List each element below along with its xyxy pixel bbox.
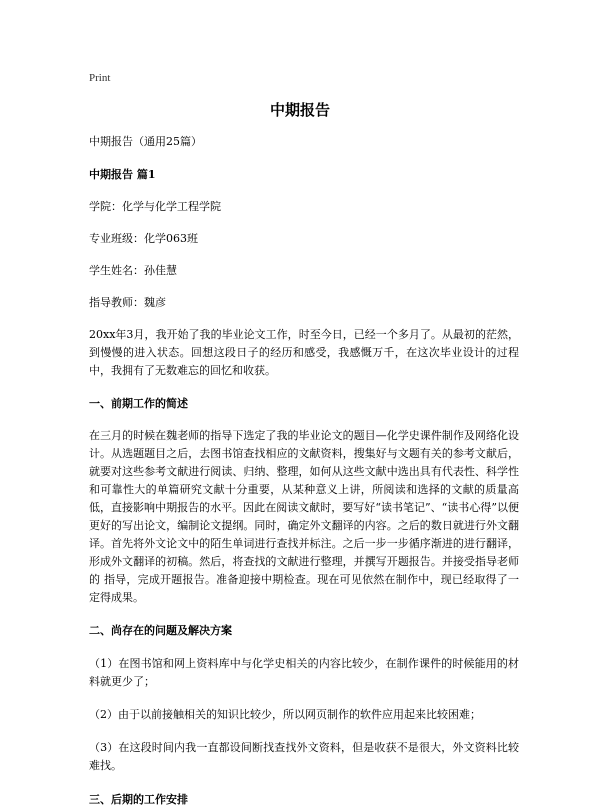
print-link[interactable]: Print [89, 72, 111, 84]
document-subtitle: 中期报告（通用25篇） [89, 135, 202, 148]
section-2-item: （2）由于以前接触相关的知识比较少，所以网页制作的软件应用起来比较困难； [89, 708, 481, 721]
intro-paragraph: 20xx年3月，我开始了我的毕业论文工作，时至今日，已经一个多月了。从最初的茫然，到慢慢的进入状态。回想这段日子的经历和感受，我感慨万千，在这次毕业设计的过程中，我拥有了无数难忘的回忆和收获。 [89, 328, 519, 377]
page-title: 中期报告 [269, 101, 330, 119]
section-1-body: 在三月的时候在魏老师的指导下选定了我的毕业论文的题目—化学史课件制作及网络化设计。从选题题目之后，去图书馆查找相应的文献资料，搜集好与文题有关的参考文献后，就要对这些参考文献进行阅读、归纳、整理，如何从这些文献中选出具有代表性、科学性和可靠性大的单篇研究文献十分重要，从某种意义上讲，所阅读和选择的文献的质量高低，直接影响中期报告的水平。因此在阅读文献时，要写好“读书笔记”、“读书心得”以便更好的写出论文，编制论文提纲。同时，确定外文翻译的内容。之后的数日就进行外文翻译。首先将外文论文中的陌生单词进行查找并标注。之后一步一步循序渐进的进行翻译，形成外文翻译的初稿。然后，将查找的文献进行整理，并撰写开题报告。并接受指导老师的 指导，完成开题报告。准备迎接中期检查。现在可见依然在制作中，现已经取得了一定得成果。 [89, 429, 519, 604]
info-student: 学生姓名：孙佳慧 [89, 264, 177, 277]
info-teacher: 指导教师：魏彦 [89, 296, 166, 309]
info-college: 学院：化学与化学工程学院 [89, 200, 221, 213]
document-body [89, 133, 519, 809]
section-heading-2: 二、尚存在的问题及解决方案 [89, 624, 232, 637]
section-heading-3: 三、后期的工作安排 [89, 793, 188, 806]
section-heading-1: 一、前期工作的简述 [89, 397, 188, 410]
section-2-item: （1）在图书馆和网上资料库中与化学史相关的内容比较少，在制作课件的时候能用的材料就更少了； [89, 657, 519, 688]
info-class: 专业班级：化学063班 [89, 232, 198, 245]
section-2-item: （3）在这段时间内我一直都设间断找查找外文资料，但是收获不是很大，外文资料比较难找。 [89, 741, 519, 772]
section-title: 中期报告 篇1 [89, 168, 156, 181]
